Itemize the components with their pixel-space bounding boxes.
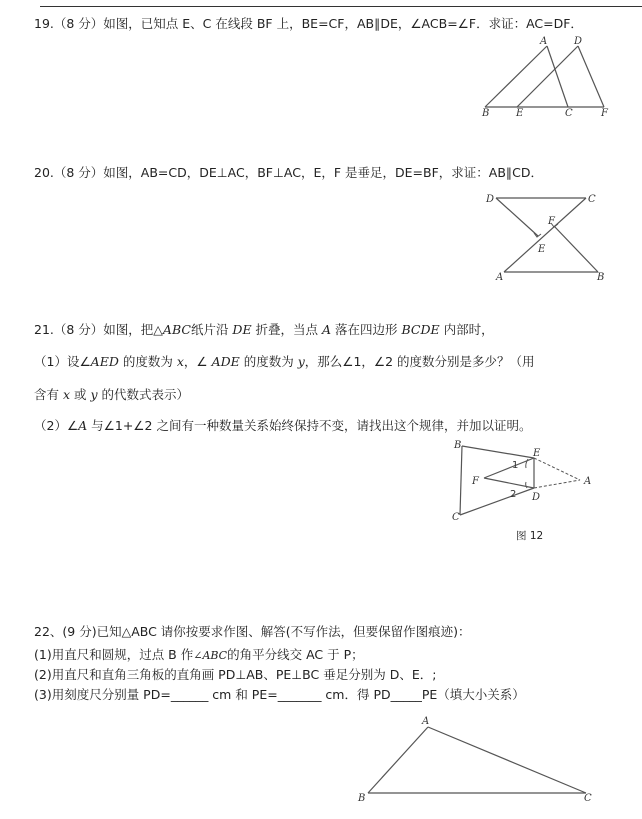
q19-label-c: C	[565, 108, 573, 119]
q19-label-b: B	[482, 108, 490, 119]
q20-label-a: A	[496, 272, 504, 283]
q20-figure	[484, 190, 604, 282]
top-rule	[40, 6, 642, 7]
q21-angle-2: 2	[510, 489, 517, 500]
q21-label-c: C	[452, 512, 460, 523]
q21-angle-1: 1	[512, 460, 519, 471]
q21-line4: （2）∠A 与∠1+∠2 之间有一种数量关系始终保持不变，请找出这个规律，并加以证明。	[34, 418, 532, 433]
q19-label-e: E	[516, 108, 524, 119]
q20-label-c: C	[588, 194, 596, 205]
q19-figure	[480, 36, 610, 119]
q21-label-d: D	[532, 492, 541, 503]
q22-line2: (1)用直尺和圆规，过点 B 作∠ABC的角平分线交 AC 于 P；	[34, 647, 364, 662]
q19-label-d: D	[574, 36, 583, 47]
q19-label-f: F	[601, 108, 608, 119]
q20-label-b: B	[597, 272, 605, 283]
q19-text: 19.（8 分）如图，已知点 E、C 在线段 BF 上，BE=CF，AB∥DE，∠ACB=∠F．求证：AC=DF．	[34, 16, 583, 31]
q22-figure	[356, 715, 596, 805]
q21-line1: 21.（8 分）如图，把△ABC纸片沿 DE 折叠，当点 A 落在四边形 BCDE 内部时，	[34, 322, 494, 337]
q20-label-d: D	[486, 194, 495, 205]
q19-label-a: A	[540, 36, 548, 47]
q21-label-b: B	[454, 440, 462, 451]
q21-line2: （1）设∠AED 的度数为 x，∠ ADE 的度数为 y，那么∠1，∠2 的度数分别是多少？（用	[34, 354, 535, 369]
q20-label-f: F	[548, 216, 555, 227]
q20-text: 20.（8 分）如图，AB=CD，DE⊥AC，BF⊥AC，E，F 是垂足，DE=BF，求证：AB∥CD．	[34, 165, 543, 180]
q21-label-e: E	[533, 448, 541, 459]
q22-line3: (2)用直尺和直角三角板的直角画 PD⊥AB、PE⊥BC 垂足分别为 D、E．;	[34, 667, 437, 682]
q21-caption: 图 12	[516, 530, 544, 542]
q22-label-b: B	[358, 793, 366, 804]
q22-line1: 22、(9 分)已知△ABC 请你按要求作图、解答(不写作法，但要保留作图痕迹)：	[34, 624, 471, 639]
q21-label-f: F	[472, 476, 479, 487]
q22-label-a: A	[422, 716, 430, 727]
q22-label-c: C	[584, 793, 592, 804]
q21-label-a: A	[584, 476, 592, 487]
q21-line3: 含有 x 或 y 的代数式表示）	[34, 387, 190, 402]
q20-label-e: E	[538, 244, 546, 255]
q22-line4: (3)用刻度尺分别量 PD=______ cm 和 PE=_______ cm．得 PD_____PE（填大小关系）	[34, 687, 525, 702]
q21-figure	[448, 440, 598, 525]
